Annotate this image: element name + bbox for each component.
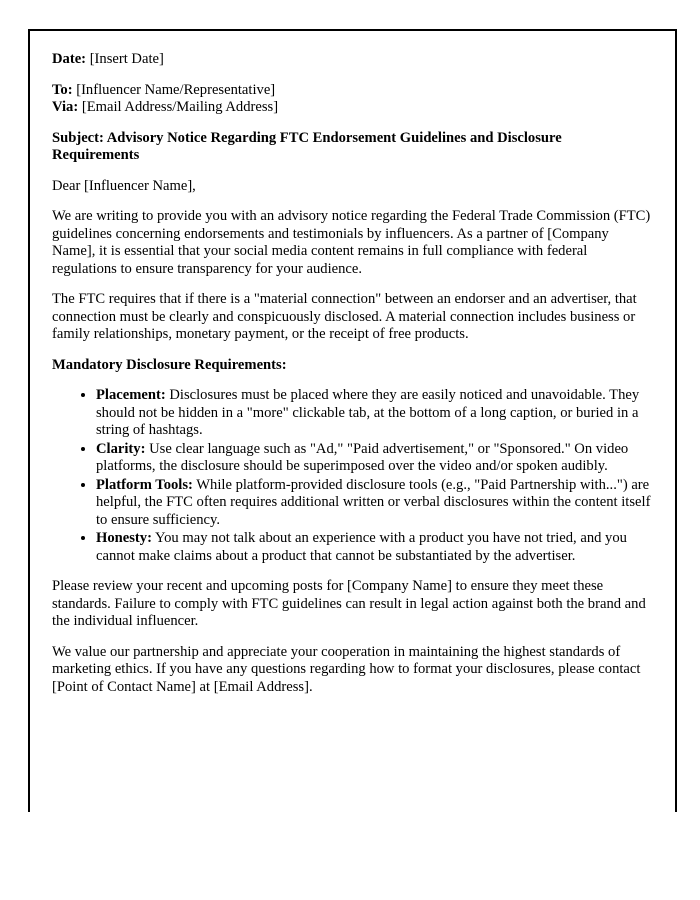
list-item-platform-tools	[96, 477, 651, 530]
list-item-clarity-text: Use clear language such as "Ad," "Paid advertisement," or "Sponsored." On video platforms, the disclosure should be superimposed over the video and/or spoken audibly.	[96, 440, 629, 474]
salutation: Dear [Influencer Name],	[52, 177, 196, 194]
section-heading: Mandatory Disclosure Requirements:	[52, 356, 287, 373]
list-item-clarity-title: Clarity:	[96, 440, 146, 457]
list-item-placement	[96, 387, 651, 440]
letter-page	[28, 29, 677, 812]
via-label: Via:	[52, 99, 79, 115]
list-item-honesty	[96, 530, 651, 565]
to-line	[52, 82, 651, 100]
via-line	[52, 99, 651, 117]
list-item-placement-text: Disclosures must be placed where they are easily noticed and unavoidable. They should not be hidden in a "more" clickable tab, at the bottom of a long caption, or buried in a string of hashtags.	[96, 387, 640, 438]
list-item-placement-title: Placement:	[96, 387, 166, 403]
paragraph-closing: We value our partnership and appreciate your cooperation in maintaining the highest standards of marketing ethics. If you have any questions regarding how to format your disclosures, please contact [Point of Contact Name] at [Email Address].	[52, 643, 641, 695]
list-item-clarity	[96, 441, 651, 476]
list-item-honesty-text: You may not talk about an experience with a product you have not tried, and you cannot make claims about a product that cannot be substantiated by the advertiser.	[96, 530, 627, 564]
list-item-platform-tools-text: While platform-provided disclosure tools (e.g., "Paid Partnership with...") are helpful, the FTC often requires additional written or verbal disclosures within the content itself to ensure sufficiency.	[96, 476, 651, 528]
paragraph-material-connection: The FTC requires that if there is a "material connection" between an endorser and an advertiser, that connection must be clearly and conspicuously disclosed. A material connection includes business or family relationships, monetary payment, or the receipt of free products.	[52, 291, 637, 342]
to-value: [Influencer Name/Representative]	[72, 81, 276, 98]
date-line	[52, 51, 651, 69]
requirements-list	[52, 387, 651, 565]
to-label: To:	[52, 81, 73, 98]
list-item-honesty-title: Honesty:	[96, 530, 152, 546]
paragraph-review: Please review your recent and upcoming posts for [Company Name] to ensure they meet these standards. Failure to comply with FTC guidelines can result in legal action against both the brand and the individual influencer.	[52, 578, 646, 629]
list-item-platform-tools-title: Platform Tools:	[96, 476, 193, 493]
subject-line: Subject: Advisory Notice Regarding FTC Endorsement Guidelines and Disclosure Requirements	[52, 129, 562, 163]
date-value: [Insert Date]	[86, 51, 164, 67]
via-value: [Email Address/Mailing Address]	[78, 99, 279, 115]
date-label: Date:	[52, 51, 87, 67]
paragraph-intro: We are writing to provide you with an advisory notice regarding the Federal Trade Commission (FTC) guidelines concerning endorsements and testimonials by influencers. As a partner of [Company Name], it is essential that your social media content remains in full compliance with federal regulations to ensure transparency for your audience.	[52, 208, 651, 277]
